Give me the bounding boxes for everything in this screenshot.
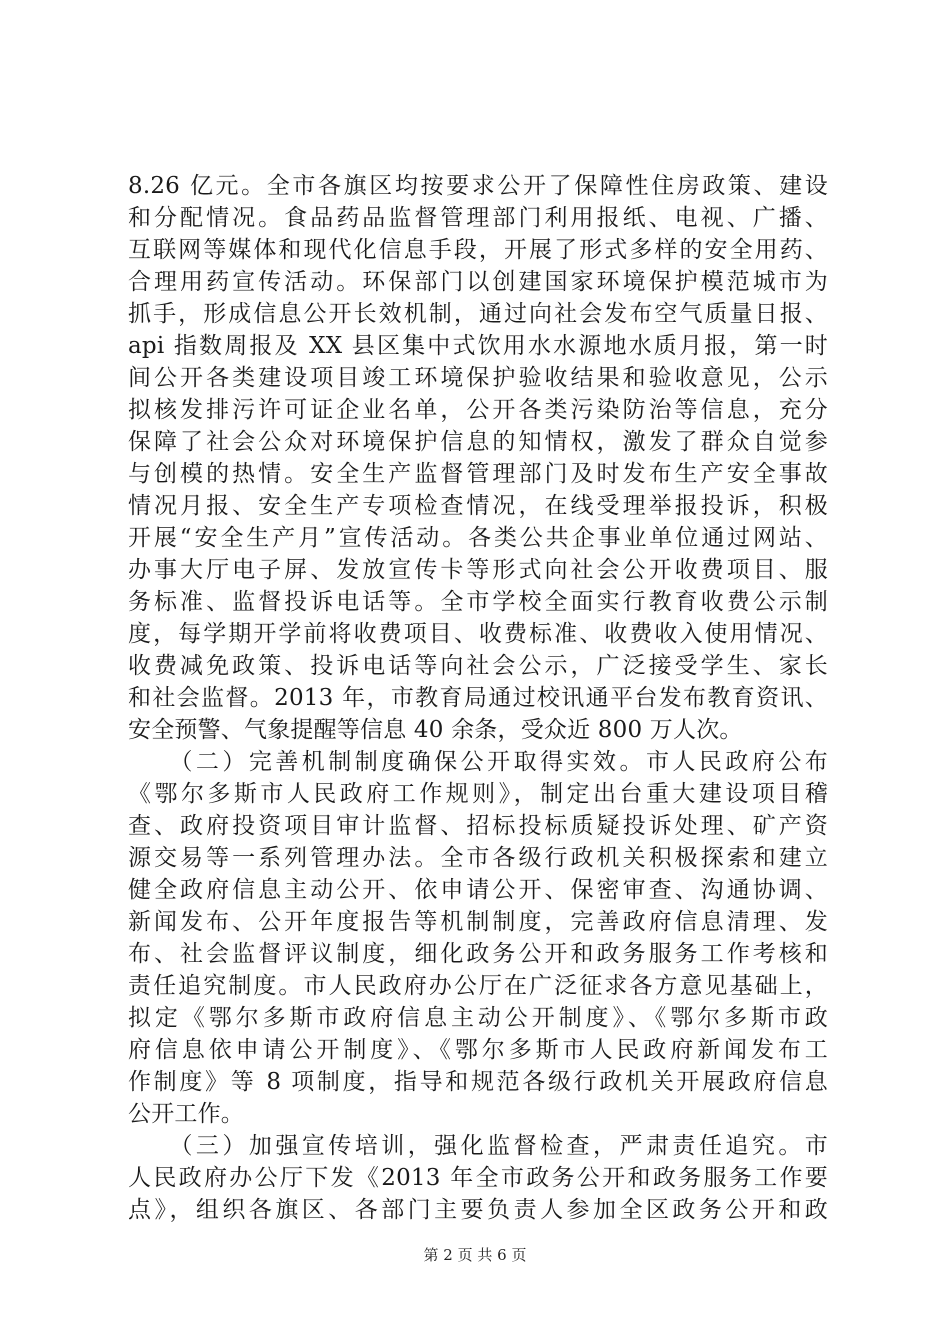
text-line: 安全预警、气象提醒等信息 40 余条，受众近 800 万人次。 [128, 717, 743, 743]
text-line: 源交易等一系列管理办法。全市各级行政机关积极探索和建立 [128, 845, 828, 871]
text-line: 情况月报、安全生产专项检查情况，在线受理举报投诉，积极 [128, 493, 828, 519]
text-line: 与创模的热情。安全生产监督管理部门及时发布生产安全事故 [128, 461, 828, 487]
text-line: 《鄂尔多斯市人民政府工作规则》，制定出台重大建设项目稽 [128, 781, 828, 807]
text-line: 合理用药宣传活动。环保部门以创建国家环境保护模范城市为 [128, 269, 828, 295]
text-line: （二）完善机制制度确保公开取得实效。市人民政府公布 [128, 749, 828, 775]
text-line: 开展“安全生产月”宣传活动。各类公共企事业单位通过网站、 [128, 525, 828, 551]
text-line: 点》，组织各旗区、各部门主要负责人参加全区政务公开和政 [128, 1197, 828, 1223]
text-line: 作制度》等 8 项制度，指导和规范各级行政机关开展政府信息 [128, 1069, 828, 1095]
text-line: api 指数周报及 XX 县区集中式饮用水水源地水质月报，第一时 [128, 333, 828, 359]
text-line: 布、社会监督评议制度，细化政务公开和政务服务工作考核和 [128, 941, 828, 967]
text-line: 拟核发排污许可证企业名单，公开各类污染防治等信息，充分 [128, 397, 828, 423]
text-line: 保障了社会公众对环境保护信息的知情权，激发了群众自觉参 [128, 429, 828, 455]
text-line: 和社会监督。2013 年，市教育局通过校讯通平台发布教育资讯、 [128, 685, 828, 711]
text-line: 责任追究制度。市人民政府办公厅在广泛征求各方意见基础上， [128, 973, 828, 999]
page-footer: 第 2 页 共 6 页 [423, 1246, 527, 1264]
text-line: 8.26 亿元。全市各旗区均按要求公开了保障性住房政策、建设 [128, 173, 828, 199]
text-line: 度，每学期开学前将收费项目、收费标准、收费收入使用情况、 [128, 621, 828, 647]
text-line: 务标准、监督投诉电话等。全市学校全面实行教育收费公示制 [128, 589, 828, 615]
text-line: 拟定《鄂尔多斯市政府信息主动公开制度》、《鄂尔多斯市政 [128, 1005, 828, 1031]
text-line: 收费减免政策、投诉电话等向社会公示，广泛接受学生、家长 [128, 653, 828, 679]
text-line: 办事大厅电子屏、发放宣传卡等形式向社会公开收费项目、服 [128, 557, 828, 583]
text-line: 互联网等媒体和现代化信息手段，开展了形式多样的安全用药、 [128, 237, 828, 263]
text-line: 公开工作。 [128, 1101, 244, 1127]
text-line: 府信息依申请公开制度》、《鄂尔多斯市人民政府新闻发布工 [128, 1037, 828, 1063]
text-line: 人民政府办公厅下发《2013 年全市政务公开和政务服务工作要 [128, 1165, 828, 1191]
text-line: 和分配情况。食品药品监督管理部门利用报纸、电视、广播、 [128, 205, 828, 231]
text-line: 健全政府信息主动公开、依申请公开、保密审查、沟通协调、 [128, 877, 828, 903]
text-line: 查、政府投资项目审计监督、招标投标质疑投诉处理、矿产资 [128, 813, 828, 839]
text-line: 间公开各类建设项目竣工环境保护验收结果和验收意见，公示 [128, 365, 828, 391]
text-line: 抓手，形成信息公开长效机制，通过向社会发布空气质量日报、 [128, 301, 828, 327]
text-line: （三）加强宣传培训，强化监督检查，严肃责任追究。市 [128, 1133, 828, 1159]
document-body [128, 170, 828, 1226]
text-line: 新闻发布、公开年度报告等机制制度，完善政府信息清理、发 [128, 909, 828, 935]
